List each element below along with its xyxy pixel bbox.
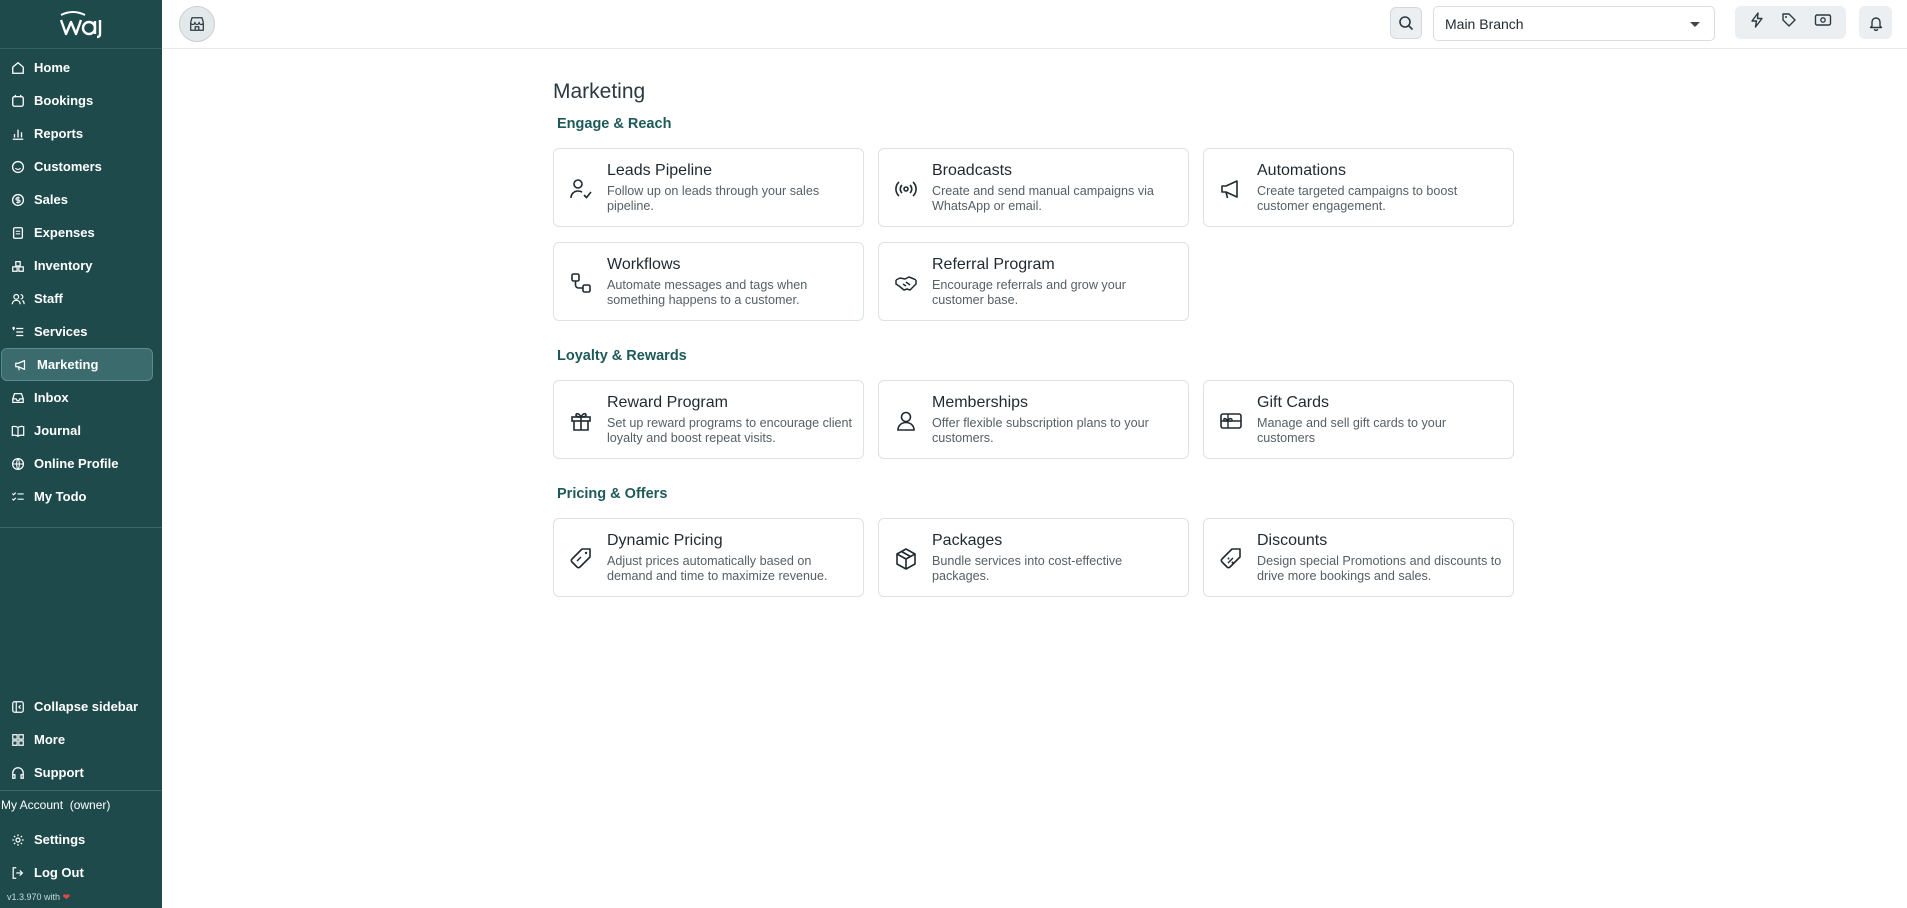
sidebar-item-label: Log Out <box>34 865 84 880</box>
card-title: Memberships <box>932 394 1029 411</box>
users-icon <box>10 291 26 307</box>
card-gift-cards[interactable] <box>1203 380 1514 459</box>
headset-icon <box>10 765 26 781</box>
card-description: Encourage referrals and grow your customer base. <box>932 278 1126 307</box>
sidebar-divider <box>0 527 162 528</box>
card-leads-pipeline[interactable] <box>553 148 864 227</box>
page-title: Marketing <box>553 80 646 103</box>
sidebar-item-label: Expenses <box>34 225 95 240</box>
account-name: My Account <box>1 798 64 812</box>
card-dynamic-pricing[interactable] <box>553 518 864 597</box>
megaphone-icon <box>1218 176 1244 202</box>
quick-actions <box>1735 6 1846 39</box>
card-description: Design special Promotions and discounts to drive more bookings and sales. <box>1257 554 1502 583</box>
bell-icon <box>1868 15 1884 31</box>
store-icon <box>188 15 206 33</box>
sidebar-item-label: Bookings <box>34 93 94 108</box>
card-description: Offer flexible subscription plans to your customers. <box>932 416 1149 445</box>
collapse-sidebar-button[interactable] <box>0 690 162 723</box>
sidebar-item-label: More <box>34 732 66 747</box>
sidebar-item-label: Reports <box>34 126 84 141</box>
account-nav <box>0 821 162 889</box>
card-title: Reward Program <box>607 394 728 411</box>
topbar <box>162 0 1907 49</box>
chevron-down-icon <box>1690 22 1700 27</box>
package-icon <box>893 546 919 572</box>
sidebar-item-label: Online Profile <box>34 456 119 471</box>
section-title-pricing: Pricing & Offers <box>557 486 668 502</box>
card-memberships[interactable] <box>878 380 1189 459</box>
sidebar-item-home[interactable] <box>0 51 162 84</box>
sidebar-item-label: Collapse sidebar <box>34 699 139 714</box>
card-referral-program[interactable] <box>878 242 1189 321</box>
home-icon <box>10 60 26 76</box>
card-description: Automate messages and tags when something happens to a customer. <box>607 278 808 307</box>
sidebar-item-label: Journal <box>34 423 81 438</box>
gift-card-icon <box>1218 408 1244 434</box>
sidebar-item-label: Staff <box>34 291 63 306</box>
sidebar <box>0 0 162 908</box>
sidebar-item-label: My Todo <box>34 489 87 504</box>
user-icon <box>893 408 919 434</box>
user-check-icon <box>568 176 594 202</box>
sidebar-item-label: Home <box>34 60 71 75</box>
card-description: Create and send manual campaigns via WhatsApp or email. <box>932 184 1154 213</box>
sidebar-item-staff[interactable] <box>0 282 162 315</box>
card-packages[interactable] <box>878 518 1189 597</box>
heart-icon: ❤ <box>62 892 71 902</box>
handshake-icon <box>893 270 919 296</box>
card-description: Manage and sell gift cards to your customers <box>1257 416 1447 445</box>
sidebar-item-bookings[interactable] <box>0 84 162 117</box>
boxes-icon <box>10 258 26 274</box>
book-icon <box>10 423 26 439</box>
logout-button[interactable] <box>0 856 162 889</box>
grid-icon <box>10 732 26 748</box>
collapse-icon <box>10 699 26 715</box>
sidebar-item-label: Inventory <box>34 258 93 273</box>
notifications-button[interactable] <box>1859 6 1892 39</box>
broadcast-icon <box>893 176 919 202</box>
sidebar-item-label: Settings <box>34 832 86 847</box>
branch-select-value: Main Branch <box>1445 15 1524 32</box>
card-description: Follow up on leads through your sales pipeline. <box>607 184 820 213</box>
sidebar-item-services[interactable] <box>0 315 162 348</box>
search-icon <box>1398 15 1414 31</box>
sidebar-item-my-todo[interactable] <box>0 480 162 513</box>
card-title: Packages <box>932 532 1003 549</box>
calendar-icon <box>10 93 26 109</box>
card-automations[interactable] <box>1203 148 1514 227</box>
card-workflows[interactable] <box>553 242 864 321</box>
sidebar-item-sales[interactable] <box>0 183 162 216</box>
sidebar-item-expenses[interactable] <box>0 216 162 249</box>
receipt-icon <box>10 225 26 241</box>
card-description: Set up reward programs to encourage client loyalty and boost repeat visits. <box>607 416 852 445</box>
tag-icon[interactable] <box>1781 12 1797 33</box>
gift-icon <box>568 408 594 434</box>
sidebar-divider <box>0 790 162 791</box>
sidebar-item-reports[interactable] <box>0 117 162 150</box>
card-title: Discounts <box>1257 532 1328 549</box>
sidebar-nav <box>0 49 162 513</box>
inbox-icon <box>10 390 26 406</box>
logo-icon <box>57 9 105 39</box>
bar-chart-icon <box>10 126 26 142</box>
sidebar-item-more[interactable] <box>0 723 162 756</box>
card-title: Leads Pipeline <box>607 162 712 179</box>
sidebar-bottom-nav <box>0 688 162 789</box>
lightning-icon[interactable] <box>1749 12 1765 33</box>
sidebar-item-customers[interactable] <box>0 150 162 183</box>
card-title: Workflows <box>607 256 681 273</box>
card-description: Adjust prices automatically based on demand and time to maximize revenue. <box>607 554 828 583</box>
card-broadcasts[interactable] <box>878 148 1189 227</box>
account-role: (owner) <box>69 798 111 812</box>
branch-select[interactable] <box>1433 6 1715 41</box>
sidebar-item-support[interactable] <box>0 756 162 789</box>
sidebar-item-marketing[interactable] <box>1 348 153 381</box>
sidebar-item-label: Marketing <box>37 357 99 372</box>
version-text <box>7 892 70 903</box>
card-discounts[interactable] <box>1203 518 1514 597</box>
section-title-engage: Engage & Reach <box>557 116 672 132</box>
brand-logo[interactable] <box>0 0 162 49</box>
card-title: Broadcasts <box>932 162 1013 179</box>
sidebar-item-settings[interactable] <box>0 823 162 856</box>
logout-icon <box>10 865 26 881</box>
checklist-icon <box>10 489 26 505</box>
sidebar-item-inbox[interactable] <box>0 381 162 414</box>
services-icon <box>10 324 26 340</box>
workflow-icon <box>568 270 594 296</box>
gear-icon <box>10 832 26 848</box>
sidebar-item-label: Inbox <box>34 390 69 405</box>
tag-percent-icon <box>568 546 594 572</box>
card-description: Create targeted campaigns to boost customer engagement. <box>1257 184 1458 213</box>
megaphone-icon <box>13 357 29 373</box>
sidebar-item-journal[interactable] <box>0 414 162 447</box>
discount-icon <box>1218 546 1244 572</box>
section-title-loyalty: Loyalty & Rewards <box>557 348 687 364</box>
account-label <box>1 798 110 812</box>
store-switcher-button[interactable] <box>179 6 215 42</box>
card-reward-program[interactable] <box>553 380 864 459</box>
card-title: Referral Program <box>932 256 1055 273</box>
version-label: v1.3.970 with <box>7 892 61 902</box>
smile-icon <box>10 159 26 175</box>
sidebar-item-label: Support <box>34 765 84 780</box>
card-description: Bundle services into cost-effective packages. <box>932 554 1123 583</box>
cash-icon[interactable] <box>1814 12 1832 33</box>
search-button[interactable] <box>1390 7 1422 39</box>
sidebar-item-label: Customers <box>34 159 102 174</box>
sidebar-item-label: Services <box>34 324 88 339</box>
card-title: Dynamic Pricing <box>607 532 723 549</box>
card-title: Automations <box>1257 162 1346 179</box>
sidebar-item-online-profile[interactable] <box>0 447 162 480</box>
card-title: Gift Cards <box>1257 394 1330 411</box>
dollar-icon <box>10 192 26 208</box>
sidebar-item-inventory[interactable] <box>0 249 162 282</box>
globe-icon <box>10 456 26 472</box>
sidebar-item-label: Sales <box>34 192 68 207</box>
